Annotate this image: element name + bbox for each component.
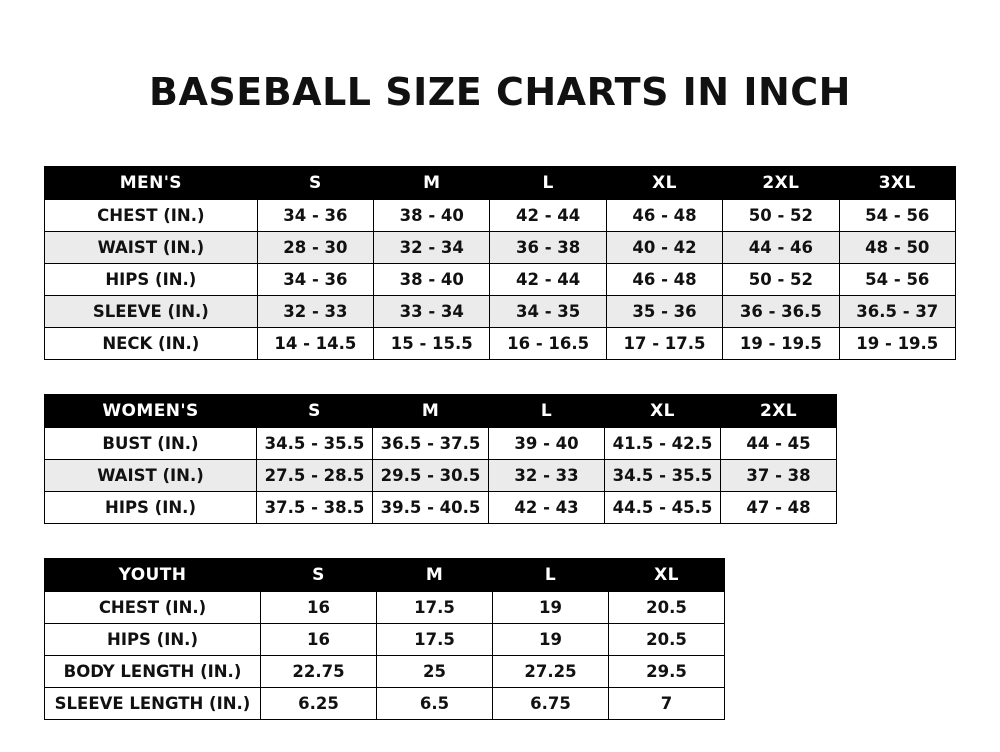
table-row: [45, 460, 837, 492]
cell: 37 - 38: [721, 460, 837, 492]
cell: 47 - 48: [721, 492, 837, 524]
table-header-row: [45, 559, 725, 592]
cell: 28 - 30: [257, 232, 373, 264]
youth-header-s: S: [261, 559, 377, 592]
youth-header-m: M: [377, 559, 493, 592]
row-label: BODY LENGTH (IN.): [45, 656, 261, 688]
youth-size-table: [44, 558, 725, 720]
table-row: [45, 296, 956, 328]
table-header-row: [45, 395, 837, 428]
youth-table-header: [45, 559, 725, 592]
cell: 20.5: [609, 624, 725, 656]
row-label: CHEST (IN.): [45, 200, 258, 232]
womens-header-2xl: 2XL: [721, 395, 837, 428]
cell: 39.5 - 40.5: [373, 492, 489, 524]
cell: 50 - 52: [723, 264, 839, 296]
cell: 34 - 36: [257, 200, 373, 232]
table-row: [45, 592, 725, 624]
row-label: NECK (IN.): [45, 328, 258, 360]
cell: 42 - 44: [490, 200, 606, 232]
cell: 50 - 52: [723, 200, 839, 232]
youth-header-xl: XL: [609, 559, 725, 592]
cell: 36 - 36.5: [723, 296, 839, 328]
cell: 36.5 - 37: [839, 296, 955, 328]
cell: 19: [493, 592, 609, 624]
size-tables-container: [0, 166, 1000, 720]
cell: 16 - 16.5: [490, 328, 606, 360]
row-label: WAIST (IN.): [45, 460, 257, 492]
womens-size-table: [44, 394, 837, 524]
cell: 6.5: [377, 688, 493, 720]
table-row: [45, 492, 837, 524]
cell: 29.5 - 30.5: [373, 460, 489, 492]
cell: 36 - 38: [490, 232, 606, 264]
cell: 32 - 33: [257, 296, 373, 328]
womens-table-body: [45, 428, 837, 524]
cell: 17 - 17.5: [606, 328, 722, 360]
cell: 34 - 35: [490, 296, 606, 328]
mens-header-category: MEN'S: [45, 167, 258, 200]
mens-header-l: L: [490, 167, 606, 200]
cell: 19 - 19.5: [723, 328, 839, 360]
mens-table-header: [45, 167, 956, 200]
cell: 14 - 14.5: [257, 328, 373, 360]
table-row: [45, 428, 837, 460]
cell: 19: [493, 624, 609, 656]
cell: 27.25: [493, 656, 609, 688]
cell: 32 - 34: [374, 232, 490, 264]
mens-header-2xl: 2XL: [723, 167, 839, 200]
cell: 33 - 34: [374, 296, 490, 328]
table-row: [45, 328, 956, 360]
table-header-row: [45, 167, 956, 200]
womens-header-s: S: [257, 395, 373, 428]
page-title: BASEBALL SIZE CHARTS IN INCH: [149, 70, 851, 114]
mens-header-s: S: [257, 167, 373, 200]
cell: 46 - 48: [606, 200, 722, 232]
cell: 29.5: [609, 656, 725, 688]
row-label: SLEEVE (IN.): [45, 296, 258, 328]
row-label: SLEEVE LENGTH (IN.): [45, 688, 261, 720]
cell: 54 - 56: [839, 200, 955, 232]
cell: 16: [261, 592, 377, 624]
youth-table-body: [45, 592, 725, 720]
womens-header-xl: XL: [605, 395, 721, 428]
table-row: [45, 656, 725, 688]
cell: 17.5: [377, 592, 493, 624]
cell: 15 - 15.5: [374, 328, 490, 360]
cell: 40 - 42: [606, 232, 722, 264]
cell: 37.5 - 38.5: [257, 492, 373, 524]
row-label: WAIST (IN.): [45, 232, 258, 264]
cell: 44.5 - 45.5: [605, 492, 721, 524]
row-label: BUST (IN.): [45, 428, 257, 460]
cell: 46 - 48: [606, 264, 722, 296]
cell: 48 - 50: [839, 232, 955, 264]
mens-header-m: M: [374, 167, 490, 200]
cell: 16: [261, 624, 377, 656]
cell: 7: [609, 688, 725, 720]
table-row: [45, 200, 956, 232]
table-row: [45, 232, 956, 264]
cell: 6.25: [261, 688, 377, 720]
cell: 25: [377, 656, 493, 688]
cell: 20.5: [609, 592, 725, 624]
cell: 34.5 - 35.5: [257, 428, 373, 460]
cell: 36.5 - 37.5: [373, 428, 489, 460]
cell: 6.75: [493, 688, 609, 720]
cell: 41.5 - 42.5: [605, 428, 721, 460]
table-row: [45, 624, 725, 656]
cell: 32 - 33: [489, 460, 605, 492]
womens-header-category: WOMEN'S: [45, 395, 257, 428]
cell: 17.5: [377, 624, 493, 656]
cell: 22.75: [261, 656, 377, 688]
youth-header-category: YOUTH: [45, 559, 261, 592]
cell: 34 - 36: [257, 264, 373, 296]
cell: 39 - 40: [489, 428, 605, 460]
row-label: CHEST (IN.): [45, 592, 261, 624]
mens-table-body: [45, 200, 956, 360]
mens-header-xl: XL: [606, 167, 722, 200]
mens-size-table: [44, 166, 956, 360]
womens-header-m: M: [373, 395, 489, 428]
cell: 42 - 44: [490, 264, 606, 296]
youth-header-l: L: [493, 559, 609, 592]
cell: 44 - 45: [721, 428, 837, 460]
cell: 54 - 56: [839, 264, 955, 296]
cell: 19 - 19.5: [839, 328, 955, 360]
cell: 27.5 - 28.5: [257, 460, 373, 492]
cell: 34.5 - 35.5: [605, 460, 721, 492]
table-row: [45, 264, 956, 296]
cell: 38 - 40: [374, 200, 490, 232]
row-label: HIPS (IN.): [45, 624, 261, 656]
cell: 38 - 40: [374, 264, 490, 296]
table-row: [45, 688, 725, 720]
row-label: HIPS (IN.): [45, 492, 257, 524]
mens-header-3xl: 3XL: [839, 167, 955, 200]
cell: 44 - 46: [723, 232, 839, 264]
cell: 35 - 36: [606, 296, 722, 328]
cell: 42 - 43: [489, 492, 605, 524]
womens-header-l: L: [489, 395, 605, 428]
row-label: HIPS (IN.): [45, 264, 258, 296]
womens-table-header: [45, 395, 837, 428]
